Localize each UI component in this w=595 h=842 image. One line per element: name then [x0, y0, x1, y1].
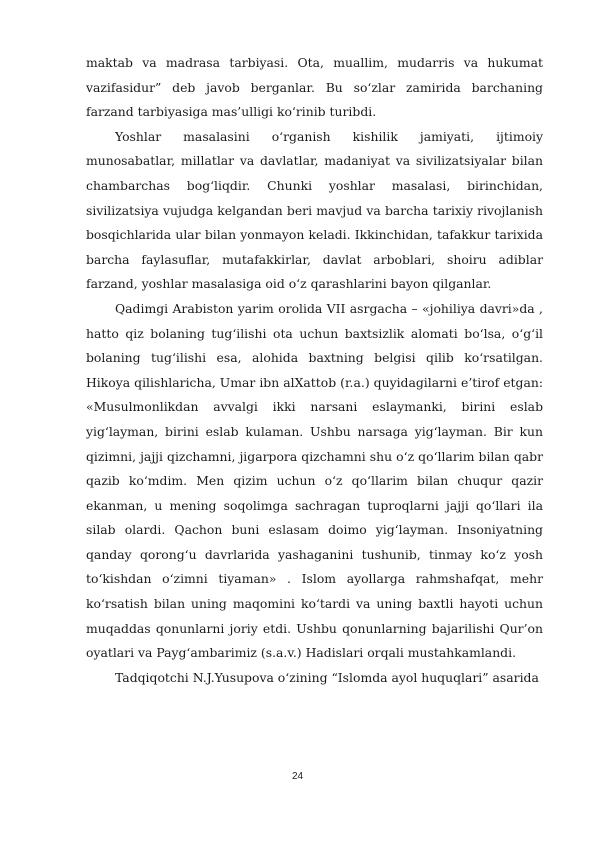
paragraph-ancient-arabia: Qadimgi Arabiston yarim orolida VII asrgacha – «johiliya davri»da , hatto qiz bolaning tug‘ilishi ota uchun baxtsizlik alomati bo‘lsa, o‘g‘il bolaning tug‘ilishi esa, alohida baxtning belgisi qilib ko‘rsatilgan. Hikoya qilishlaricha, Umar ibn alXattob (r.a.) quyidagilarni e’tirof etgan: «Musulmonlikdan avvalgi ikki narsani eslaymanki, birini eslab yig‘layman, birini eslab kulaman. Ushbu narsaga yig‘layman. Bir kun qizimni, jajji qizchamni, jigarpora qizchamni shu o‘z qo‘llarim bilan qabr qazib ko‘mdim. Men qizim uchun o‘z qo‘llarim bilan chuqur qazir ekanman, u mening soqolimga sachragan tuproqlarni jajji qo‘llari ila silab olardi. Qachon buni eslasam doimo yig‘layman. Insoniyatning qanday qorong‘u davrlarida yashaganini tushunib, tinmay ko‘z yosh to‘kishdan o‘zimni tiyaman» . Islom ayollarga rahmshafqat, mehr ko‘rsatish bilan uning maqomini ko‘tardi va uning baxtli hayoti uchun muqaddas qonunlarni joriy etdi. Ushbu qonunlarning bajarilishi Qur’on oyatlari va Payg‘ambarimiz (s.a.v.) Hadislari orqali mustahkamlandi. [86, 300, 543, 661]
paragraph-continuation: maktab va madrasa tarbiyasi. Ota, muallim, mudarris va hukumat vazifasidur” deb javob berganlar. Bu so‘zlar zamirida barchaning farzand tarbiyasiga mas’ulligi ko‘rinib turibdi. [86, 55, 543, 120]
paragraph-youth-issue: Yoshlar masalasini o‘rganish kishilik jamiyati, ijtimoiy munosabatlar, millatlar va davlatlar, madaniyat va sivilizatsiyalar bilan chambarchas bog‘liqdir. Chunki yoshlar masalasi, birinchidan, sivilizatsiya vujudga kelgandan beri mavjud va barcha tarixiy rivojlanish bosqichlarida ular bilan yonmayon keladi. Ikkinchidan, tafakkur tarixida barcha faylasuflar, mutafakkirlar, davlat arboblari, shoiru adiblar farzand, yoshlar masalasiga oid o‘z qarashlarini bayon qilganlar. [86, 128, 543, 292]
paragraph-researcher: Tadqiqotchi N.J.Yusupova o‘zining “Islomda ayol huquqlari” asarida [115, 669, 539, 685]
page-number: 24 [291, 771, 304, 782]
body-text [86, 51, 543, 690]
